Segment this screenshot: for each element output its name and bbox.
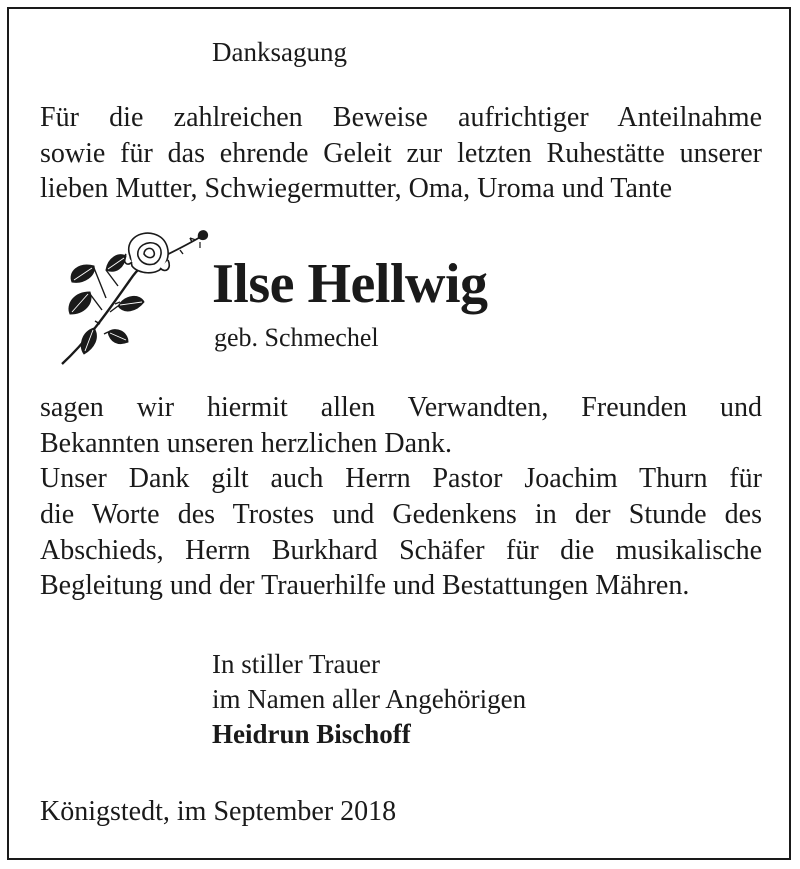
notice-heading: Danksagung [212, 37, 347, 67]
intro-line: Für die zahlreichen Beweise aufrichtiger Anteilnahme [40, 102, 762, 133]
place-date: Königstedt, im September 2018 [40, 796, 397, 827]
maiden-name: geb. Schmechel [214, 323, 379, 352]
thanks-line: Unser Dank gilt auch Herrn Pastor Joachim Thurn für [40, 463, 762, 495]
intro-paragraph [40, 100, 762, 207]
thanks-line: sagen wir hiermit allen Verwandten, Freunden und [40, 392, 762, 423]
deceased-name: Ilse Hellwig [212, 253, 488, 315]
closing-line: im Namen aller Angehörigen [212, 684, 527, 714]
rose-icon [60, 228, 210, 368]
thanks-line: Abschieds, Herrn Burkhard Schäfer für die musikalische [40, 534, 762, 566]
thanks-line: Begleitung und der Trauerhilfe und Bestattungen Mähren. [40, 570, 690, 602]
thanks-paragraph [40, 390, 762, 604]
thanks-line: Bekannten unseren herzlichen Dank. [40, 427, 453, 459]
intro-line: sowie für das ehrende Geleit zur letzten Ruhestätte unserer [40, 137, 762, 169]
thanks-line: die Worte des Trostes und Gedenkens in der Stunde des [40, 499, 762, 531]
signer-name: Heidrun Bischoff [212, 719, 411, 749]
intro-line: lieben Mutter, Schwiegermutter, Oma, Uroma und Tante [40, 173, 673, 205]
closing-line: In stiller Trauer [212, 649, 380, 679]
